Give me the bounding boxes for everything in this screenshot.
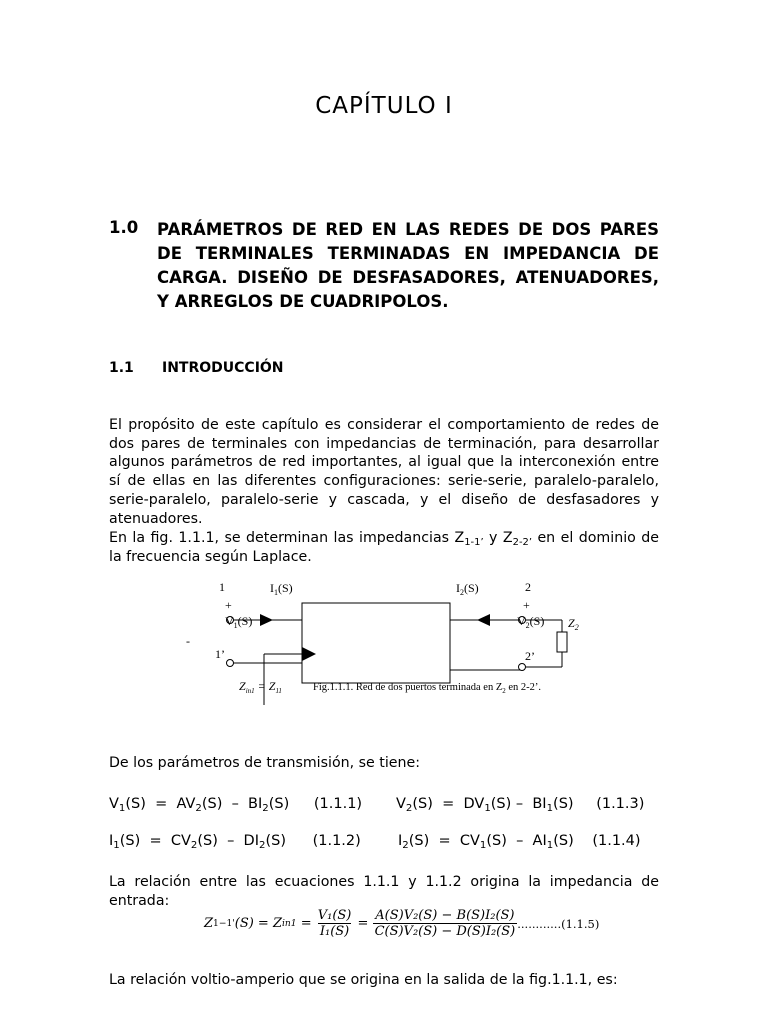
label-i1: $I_1(S)$ [270,581,293,597]
input-impedance-formula: Z 1−1' (S) = Z in1 = $\frac{\text{V₁(S)}}{\text{I₁(S)}}$ = $\frac{\text{A(S)V₂(S) − B(S)I₂(S)}}{\text{C(S)V₂(S) − D(S)I₂(S)}}$ ............(1.1.5) [204,908,600,939]
label-terminal-2: 2 [525,580,531,594]
figure-caption: Fig.1.1.1. Red de dos puertos terminada en $Z_2$ en 2-2’. [313,682,542,695]
label-terminal-1: 1 [219,580,225,594]
load-resistor [557,632,567,652]
terminal-1-prime [227,660,234,667]
equation-1-1-2: $I_1(S) = CV_2(S) - DI_2(S)$ (1.1.2) [109,833,361,851]
fraction-v1-over-i1: $\frac{\text{V₁(S)}}{\text{I₁(S)}}$ [317,908,352,939]
current-arrow-1 [260,614,273,626]
terminal-2-prime [519,664,526,671]
label-z2: $Z_2$ [568,616,579,632]
equation-1-1-3: $V_2(S) = DV_1(S) - BI_1(S)$ (1.1.3) [396,796,645,814]
section-title: PARÁMETROS DE RED EN LAS REDES DE DOS PARES DE TERMINALES TERMINADAS EN IMPEDANCIA DE CARGA. DISEÑO DE DESFASADORES, ATENUADORES, Y ARREGLOS DE CUADRIPOLOS. [157,220,659,311]
current-arrow-2 [477,614,490,626]
volt-ampere-paragraph: La relación voltio-amperio que se origina en la salida de la fig.1.1.1, es: [109,972,618,988]
label-plus-2: + [523,598,530,612]
subsection-number: 1.1 [109,360,134,376]
label-terminal-2-prime: 2’ [525,649,535,663]
equation-1-1-4: $I_2(S) = CV_1(S) - AI_1(S)$ (1.1.4) [398,833,641,851]
label-terminal-1-prime: 1’ [215,647,225,661]
figure-reference-paragraph: En la fig. 1.1.1, se determinan las impedancias $Z_{1-1’}$ y $Z_{2-2’}$ en el dominio de la frecuencia según Laplace. [109,530,659,565]
label-i2: $I_2(S)$ [456,581,479,597]
label-zin: $Z_{in1} = Z_{11}$ [239,679,282,695]
transmission-params-intro: De los parámetros de transmisión, se tiene: [109,755,420,771]
subsection-title: INTRODUCCIÓN [162,360,284,376]
network-box [302,603,450,683]
label-v1: $V_1(S)$ [225,614,253,630]
intro-paragraph: El propósito de este capítulo es considerar el comportamiento de redes de dos pares de terminales con impedancias de terminación, para desarrollar algunos parámetros de red importantes, al igual que la interconexión entre sí de ellas en las diferentes configuraciones: serie-serie, paralelo-paralelo, serie-paralelo, paralelo-serie y cascada, y el diseño de desfasadores y atenuadores. [109,417,659,527]
chapter-title: CAPÍTULO I [315,93,453,119]
equation-1-1-1: $V_1(S) = AV_2(S) - BI_2(S)$ (1.1.1) [109,796,363,814]
section-number: 1.0 [109,218,139,237]
input-impedance-arrow [302,647,316,661]
two-port-network-diagram [180,575,600,705]
label-plus-1: + [225,598,232,612]
label-dash: - [186,634,190,648]
input-impedance-paragraph: La relación entre las ecuaciones 1.1.1 y 1.1.2 origina la impedancia de entrada: [109,874,659,909]
two-port-network-figure [180,575,600,705]
label-v2: $V_2(S)$ [517,614,545,630]
fraction-abcd: $\frac{\text{A(S)V₂(S) − B(S)I₂(S)}}{\text{C(S)V₂(S) − D(S)I₂(S)}}$ [374,908,516,939]
